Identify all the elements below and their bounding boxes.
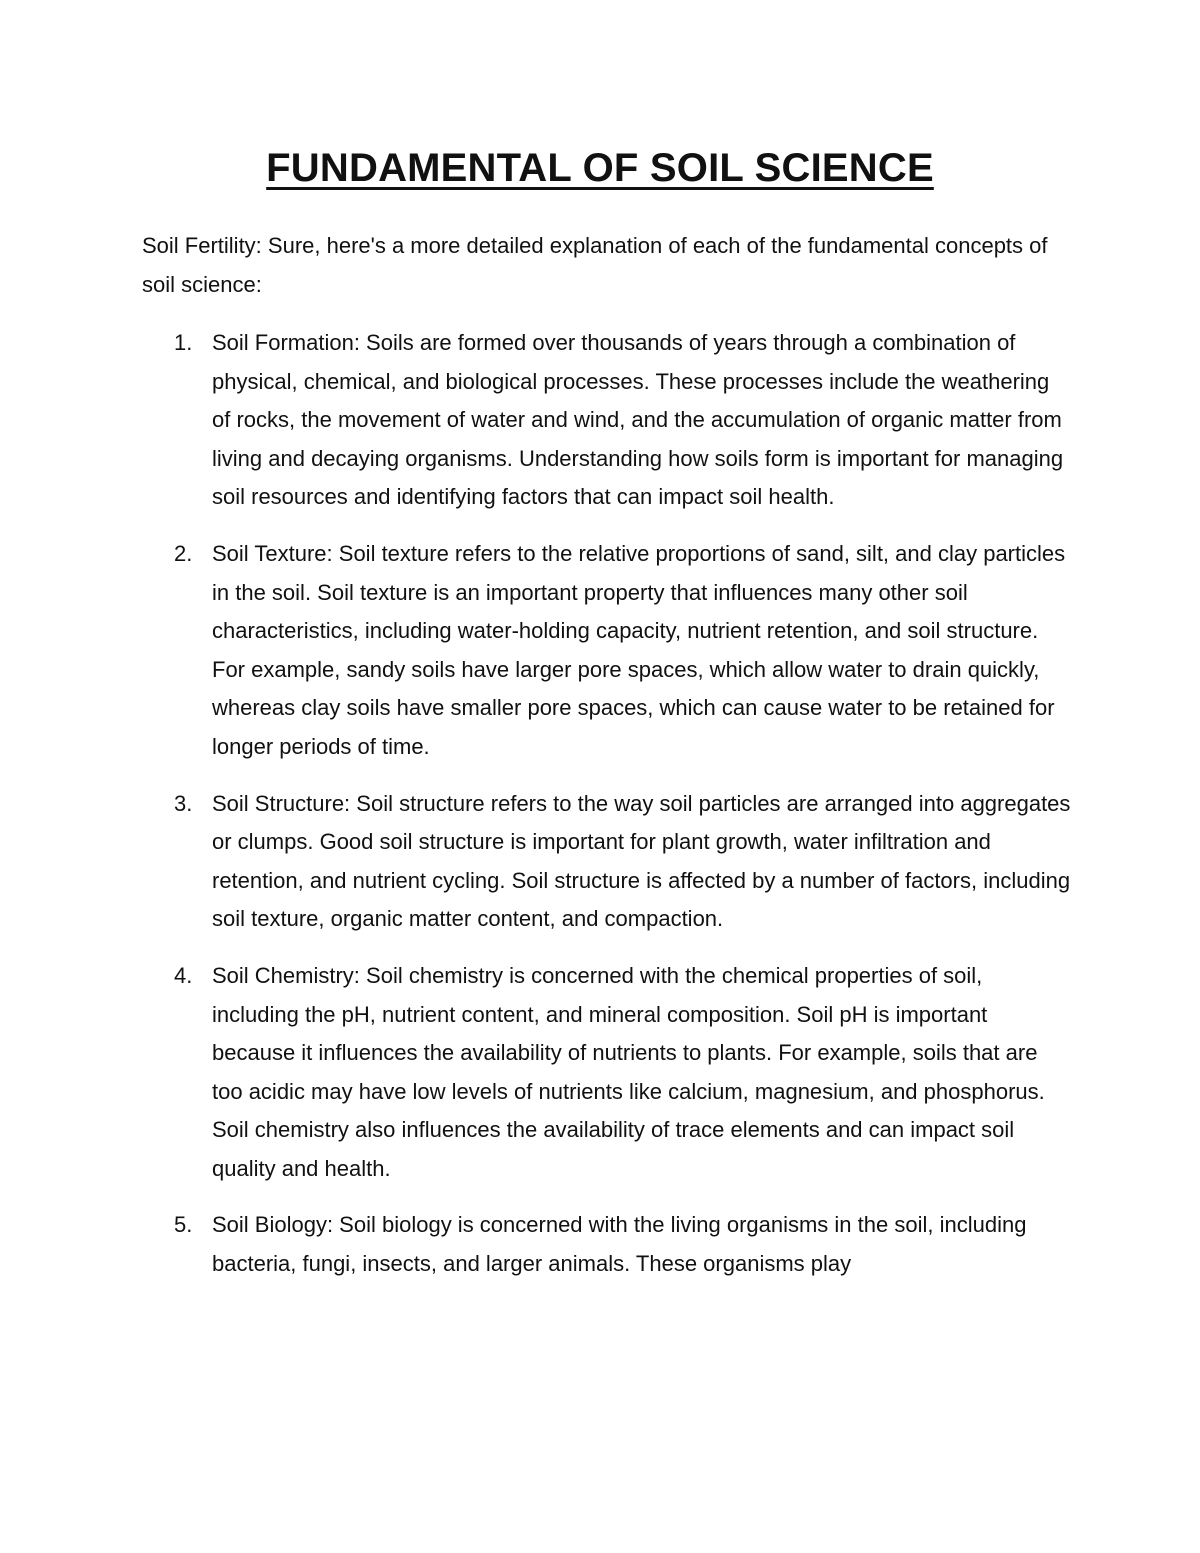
list-item	[142, 1206, 1072, 1283]
list-item-number: 5.	[174, 1212, 193, 1238]
list-item-number: 4.	[174, 962, 193, 988]
list-item	[142, 785, 1072, 939]
list-item-number: 1.	[174, 330, 193, 355]
list-item-number: 2.	[174, 540, 193, 566]
list-item	[142, 957, 1072, 1189]
concept-list	[142, 324, 1072, 1302]
list-item	[142, 324, 1072, 517]
list-item-text: Soil Structure: Soil structure refers to the way soil particles are arranged into aggregates or clumps. Good soil structure is important for plant growth, water infiltration and retention, and nutrient cycling. Soil structure is affected by a number of factors, including soil texture, organic matter content, and compaction.	[212, 790, 1071, 932]
list-item-text: Soil Chemistry: Soil chemistry is concerned with the chemical properties of soil, including the pH, nutrient content, and mineral composition. Soil pH is important because it influences the availability of nutrients to plants. For example, soils that are too acidic may have low levels of nutrients like calcium, magnesium, and phosphorus. Soil chemistry also influences the availability of trace elements and can impact soil quality and health.	[212, 962, 1045, 1181]
list-item-number: 3.	[174, 790, 193, 816]
list-item-text: Soil Texture: Soil texture refers to the relative proportions of sand, silt, and clay particles in the soil. Soil texture is an important property that influences many other soil characteristics, including water-holding capacity, nutrient retention, and soil structure. For example, sandy soils have larger pore spaces, which allow water to drain quickly, whereas clay soils have smaller pore spaces, which can cause water to be retained for longer periods of time.	[212, 540, 1066, 759]
intro-paragraph: Soil Fertility: Sure, here's a more detailed explanation of each of the fundamental concepts of soil science:	[142, 233, 1048, 297]
list-item-text: Soil Formation: Soils are formed over thousands of years through a combination of physical, chemical, and biological processes. These processes include the weathering of rocks, the movement of water and wind, and the accumulation of organic matter from living and decaying organisms. Understanding how soils form is important for managing soil resources and identifying factors that can impact soil health.	[212, 330, 1064, 510]
list-item-text: Soil Biology: Soil biology is concerned with the living organisms in the soil, including bacteria, fungi, insects, and larger animals. These organisms play	[212, 1212, 1027, 1277]
document-title: FUNDAMENTAL OF SOIL SCIENCE	[266, 146, 934, 190]
list-item	[142, 535, 1072, 767]
